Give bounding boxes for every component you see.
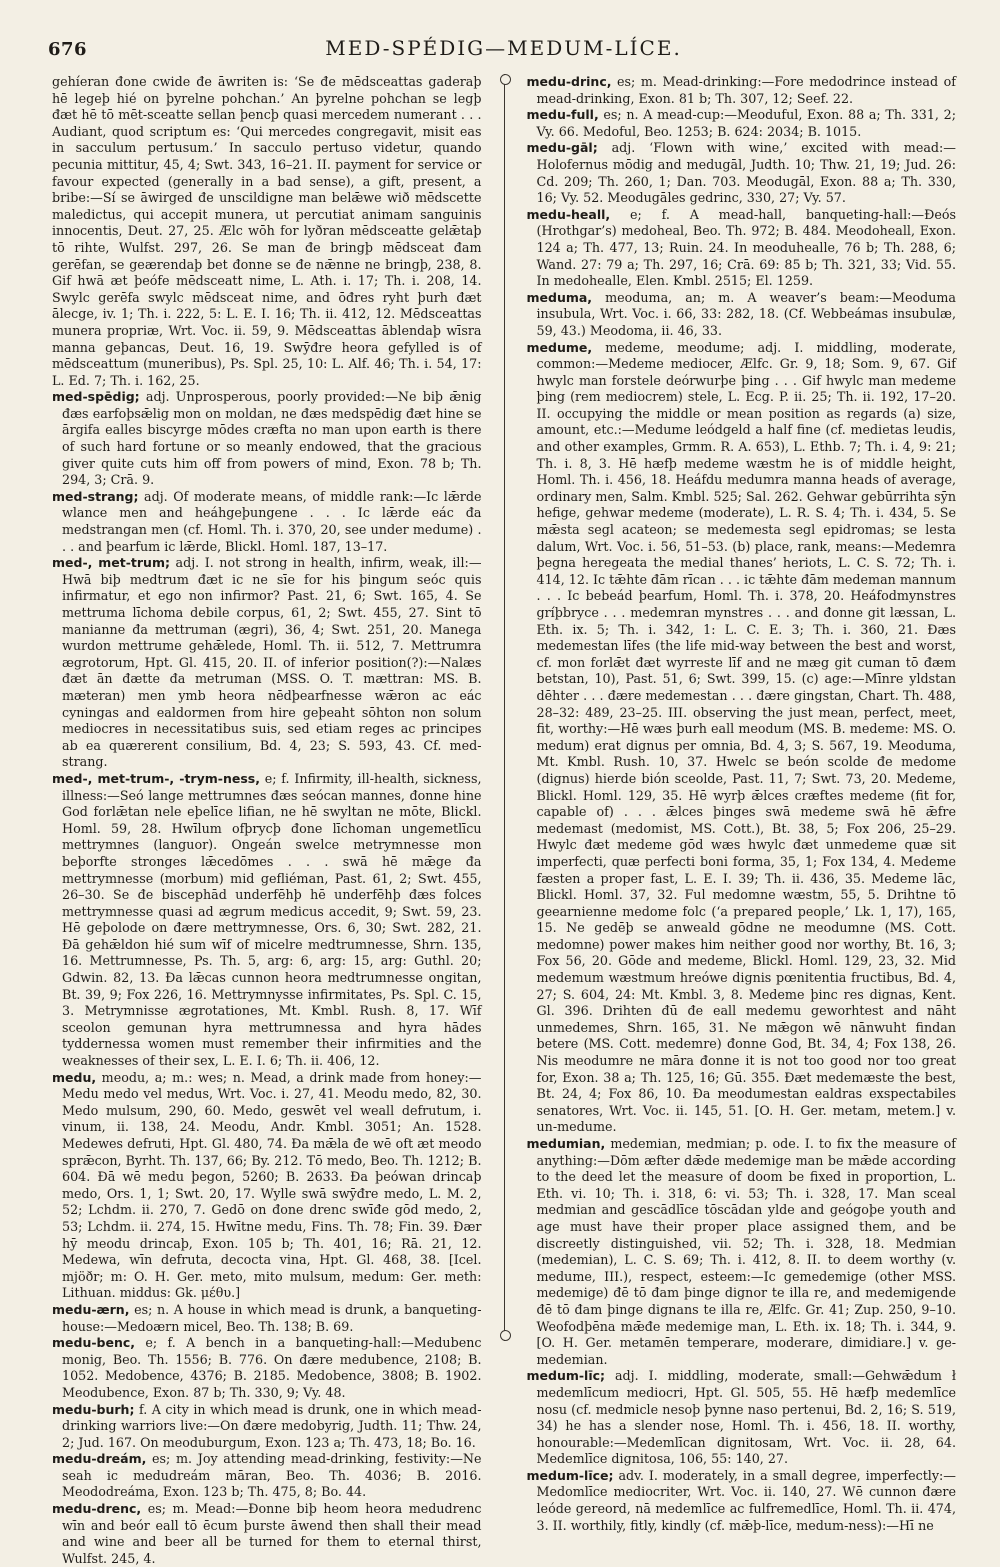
entry-headword: medume, (526, 339, 593, 355)
entry-text: medeme, meodume; adj. I. middling, moderate, common:—Medeme mediocer, Ælfc. Gr. 9, 18; Som. 9, 67. Gif hwylc man forstele deórwurþe þing . . . Gif hwylc man medeme þing (rem mediocrem) stele, L. Ecg. P. ii. 25; Th. ii. 192, 17–20. II. occupying the middle or mean position as regards (a) size, amount, etc.:—Medume leódgeld a half fine (cf. medietas leudis, and other examples, Grmm. R. A. 653), L. Ethb. 7; Th. i. 4, 9: 21; Th. i. 8, 3. Hē hæfþ medeme wæstm he is of middle height, Homl. Th. i. 456, 18. Heáfdu medumra manna heads of average, ordinary men, Salm. Kmbl. 525; Sal. 262. Gehwar gebūrrihta sȳn hefige, gehwar medeme (moderate), L. R. S. 4; Th. i. 434, 5. Se mǣsta segl acateon; se medemesta segl epidromas; se lesta dalum, Wrt. Voc. i. 56, 51–53. (b) place, rank, means:—Medemra þegna heregeata the medial thanes’ heriots, L. C. S. 72; Th. i. 414, 12. Ic tǣhte đām rīcan . . . ic tǣhte đām medeman mannum . . . Ic bebeád þearfum, Homl. Th. i. 378, 20. Heáfodmynstres gríþbryce . . . medemran mynstres . . . and đonne git læssan, L. Eth. ix. 5; Th. i. 342, 1: L. C. E. 3; Th. i. 360, 21. Đæs medemestan līfes (the life mid-way between the best and worst, cf. mon forlǣt đæt wyrreste līf and ne mæg git cuman tō đæm betstan, 10), Past. 51, 6; Swt. 399, 15. (c) age:—Mīnre yldstan dēhter . . . đære medemestan . . . đære gingstan, Chart. Th. 488, 28–32: 489, 23–25. III. observing the just mean, perfect, meet, fit, worthy:—Hē wæs þurh eall meodum (MS. B. medeme: MS. O. medum) erat dignus per omnia, Bd. 4, 3; S. 567, 19. Meoduma, Mt. Kmbl. Rush. 10, 37. Hwelc se beón scolde đe medome (dignus) hierde bión sceolde, Past. 11, 7; Swt. 73, 20. Medeme, Blickl. Homl. 129, 35. Hē wyrþ ǣlces cræftes medeme (fit for, capable of) . . . ǣlces þinges swā medeme swā hē ǣfre medemast (medomist, MS. Cott.), Bt. 38, 5; Fox 206, 25–29. Hwylc đæt medeme gōd wæs hwylc đæt unmedeme quæ sit imperfecti, quæ perfecti boni forma, 35, 1; Fox 134, 4. Medeme fæsten a proper fast, L. E. I. 39; Th. ii. 436, 35. Medeme lāc, Blickl. Homl. 37, 32. Ful medomne wæstm, 55, 5. Drihtne tō geearnienne medome folc (‘a prepared people,’ Lk. 1, 17), 165, 15. Ne gedēþ se anweald gōdne ne meodumne (MS. Cott. medomne) power makes him neither good nor worthy, Bt. 16, 3; Fox 56, 20. Gōde and medeme, Blickl. Homl. 129, 23, 32. Mid medemum wæstmum hreówe dignis pœnitentia fructibus, Bd. 4, 27; S. 604, 24: Mt. Kmbl. 3, 8. Medeme þinc res dignas, Kent. Gl. 396. Drihten đū đe eall medemu geworhtest and nāht unmedemes, Shrn. 165, 31. Ne mǣgon wē nānwuht findan betere (MS. Cott. medemre) đonne God, Bt. 34, 4; Fox 138, 26. Nis meodumre ne māra đonne it is not too good nor too great for, Exon. 38 a; Th. 125, 16; Gū. 355. Đæt medemæste the best, Bt. 24, 4; Fox 86, 10. Đa meodumestan ealdras exspectabiles senatores, Wrt. Voc. ii. 145, 51. [O. H. Ger. metam, metem.] v. un-medume. (536, 339, 956, 1135)
entry-headword: medum-līc; (526, 1368, 606, 1384)
entry-headword: medu-heall, (526, 206, 611, 222)
entry-text: es; n. A house in which mead is drunk, a banqueting-house:—Medoærn micel, Beo. Th. 138; B. 69. (62, 1301, 482, 1334)
entry-headword: medu-benc, (52, 1335, 136, 1351)
dictionary-entry (52, 389, 482, 489)
dictionary-entry (52, 1451, 482, 1501)
entry-text: e; f. Infirmity, ill-health, sickness, illness:—Seó lange mettrumnes đæs seócan mannes, đonne hine God forlǣtan nele eþelīce lifian, ne hē swyltan ne mōte, Blickl. Homl. 59, 28. Hwīlum ofþrycþ đone līchoman ungemetlīcu mettrymnes (languor). Ongeán swelce metrymnesse mon beþorfte stronges lǣcedōmes . . . swā hē mǣge đa mettrymnesse (morbum) mid gefliéman, Past. 61, 2; Swt. 455, 26–30. Se đe biscephād underfēhþ hē underfēhþ đæs folces mettrymnesse quasi ad ægrum medicus accedit, 9; Swt. 59, 23. Hē geþolode on đære mettrymnesse, Ors. 6, 30; Swt. 282, 21. Đā gehǣldon hié sum wīf of micelre medtrumnesse, Shrn. 135, 16. Mettrumnesse, Ps. Th. 5, arg: 6, arg: 15, arg: Guthl. 20; Gdwin. 82, 13. Đa lǣcas cunnon heora medtrumnesse ongitan, Bt. 39, 9; Fox 226, 16. Mettrymnysse infirmitates, Ps. Spl. C. 15, 3. Metrymnisse ægrotationes, Mt. Kmbl. Rush. 8, 17. Wīf sceolon gemunan hyra mettrumnessa and hyra hādes tyddernessa women must remember their infirmities and the weaknesses of their sex, L. E. I. 6; Th. ii. 406, 12. (62, 770, 482, 1069)
column-rule (504, 74, 505, 1341)
dictionary-entry (52, 489, 482, 555)
entry-headword: meduma, (526, 289, 593, 305)
dictionary-entry (527, 340, 957, 1137)
dictionary-entry (527, 290, 957, 340)
dictionary-entry (527, 107, 957, 140)
dictionary-entry (52, 555, 482, 771)
entry-headword: med-spēdig; (52, 389, 140, 405)
entry-text: meodu, a; m.: wes; n. Mead, a drink made from honey:—Medu medo vel medus, Wrt. Voc. i. 27, 41. Meodu medo, 82, 30. Medo mulsum, 290, 60. Medo, geswēt vel weall defrutum, i. vinum, ii. 138, 24. Meodu, Andr. Kmbl. 3051; An. 1528. Medewes defruti, Hpt. Gl. 480, 74. Đa mǣla đe wē oft æt meodo sprǣcon, Byrht. Th. 137, 66; By. 212. Tō medo, Beo. Th. 1212; B. 604. Đā wē medu þegon, 5260; B. 2633. Đa þeówan drincaþ medo, Ors. 1, 1; Swt. 20, 17. Wylle swā swȳđre medo, L. M. 2, 52; Lchdm. ii. 270, 7. Gedō on đone drenc swīđe gōd medo, 2, 53; Lchdm. ii. 274, 15. Hwītne medu, Fins. Th. 78; Fin. 39. Đær hȳ meodu drincaþ, Exon. 105 b; Th. 401, 16; Rā. 21, 12. Medewa, wīn defruta, decocta vina, Hpt. Gl. 468, 38. [Icel. mjöðr; m: O. H. Ger. meto, mito mulsum, medum: Ger. meth: Lithuan. middus: Gk. μέθυ.] (62, 1069, 482, 1301)
entry-headword: med-, met-trum; (52, 555, 170, 571)
dictionary-entry (527, 1368, 957, 1468)
right-column (526, 74, 957, 1533)
left-column (52, 74, 482, 1566)
entry-text: e; f. A bench in a banqueting-hall:—Medubenc monig, Beo. Th. 1556; B. 776. On đære medubence, 2108; B. 1052. Medobence, 4376; B. 2185. Medobence, 3808; B. 1902. Meodubence, Exon. 87 b; Th. 330, 9; Vy. 48. (62, 1335, 482, 1400)
dictionary-entry (52, 1335, 482, 1401)
entry-headword: med-strang; (52, 488, 139, 504)
entry-text: f. A city in which mead is drunk, one in which mead-drinking warriors live:—On đære medobyrig, Judth. 11; Thw. 24, 2; Jud. 167. On meoduburgum, Exon. 123 a; Th. 473, 18; Bo. 16. (62, 1401, 482, 1450)
entry-headword: medu-full, (526, 107, 599, 123)
entry-text: adj. I. not strong in health, infirm, weak, ill:—Hwā biþ medtrum đæt ic ne sīe for his þingum seóc quis infirmatur, et ego non infirmor? Past. 21, 6; Swt. 165, 4. Se mettruma līchoma debile corpus, 61, 2; Swt. 455, 27. Sint tō manianne đa mettruman (ægri), 36, 4; Swt. 251, 20. Manega wurdon mettrume gehǣlede, Homl. Th. ii. 512, 7. Mettrumra ægrotorum, Hpt. Gl. 415, 20. II. of inferior position(?):—Nalæs đæt ān đætte đa metruman (MSS. O. T. mættran: MS. B. mæteran) men ymb heora nēdþearfnesse wǣron ac eác cyningas and ealdormen from hire geþeaht sōhton non solum mediocres in necessitatibus suis, sed etiam reges ac principes ab ea quærerent consilium, Bd. 4, 23; S. 593, 43. Cf. med-strang. (62, 555, 482, 770)
dictionary-entry (527, 207, 957, 290)
dictionary-entry (527, 140, 957, 206)
entry-headword: medu-dreám, (52, 1451, 147, 1467)
entry-text: es; m. Mead:—Đonne biþ heom heora medudrenc wīn and beór eall tō ēcum þurste āwend then shall their mead and wine and beer all be turned for them to eternal thirst, Wulfst. 245, 4. (62, 1501, 482, 1566)
entry-text: medemian, medmian; p. ode. I. to fix the measure of anything:—Dōm æfter dǣde medemige man be mǣde according to the deed let the measure of doom be fixed in proportion, L. Eth. vi. 10; Th. i. 318, 6: vi. 53; Th. i. 328, 17. Man sceal medmian and gescādlīce tōscādan ylde and geógoþe youth and age must have their proper place assigned them, and be discreetly distinguished, vii. 52; Th. i. 328, 18. Medmian (medemian), L. C. S. 69; Th. i. 412, 8. II. to deem worthy (v. medume, III.), respect, esteem:—Ic gemedemige (other MSS. medemige) đē tō đam þinge dignor te illa re, and medemigende đē tō đam þinge dignans te illa re, Ælfc. Gr. 41; Zup. 250, 9–10. Weofodþēna mǣđe medemige man, L. Eth. ix. 18; Th. i. 344, 9. [O. H. Ger. metamēn temperare, moderare, dimidiare.] v. ge-medemian. (536, 1136, 956, 1367)
entry-headword: medu-drinc, (526, 74, 612, 89)
entry-text: es; m. Joy attending mead-drinking, festivity:—Ne seah ic medudreám māran, Beo. Th. 4036; B. 2016. Meododreáma, Exon. 123 b; Th. 475, 8; Bo. 44. (62, 1451, 482, 1500)
entry-headword: med-, met-trum-, -trym-ness, (52, 770, 260, 786)
text-columns (52, 74, 956, 1566)
entry-text: e; f. A mead-hall, banqueting-hall:—Đeós (Hrothgar’s) medoheal, Beo. Th. 972; B. 484. Meodoheall, Exon. 124 a; Th. 477, 13; Ruin. 24. In meoduhealle, 76 b; Th. 288, 6; Wand. 27: 79 a; Th. 297, 16; Crā. 69: 85 b; Th. 321, 33; Vid. 55. In medohealle, Elen. Kmbl. 2515; El. 1259. (536, 206, 956, 289)
running-head: MED-SPÉDIG—MEDUM-LÍCE. (325, 36, 682, 60)
entry-text: adj. Unprosperous, poorly provided:—Ne biþ ǣnig đæs earfoþsǣlig mon on moldan, ne đæs medspēdig đæt hine se ārgifa ealles biscyrge mōdes cræfta no man upon earth is there of such hard fortune or so meanly endowed, that the gracious giver quite cuts him off from powers of mind, Exon. 78 b; Th. 294, 3; Crā. 9. (62, 389, 482, 488)
entry-text: es; n. A mead-cup:—Meoduful, Exon. 88 a; Th. 331, 2; Vy. 66. Medoful, Beo. 1253; B. 624: 2034; B. 1015. (536, 107, 956, 139)
entry-headword: medu-ærn, (52, 1301, 130, 1317)
dictionary-entry (527, 1136, 957, 1368)
entry-text: adj. Of moderate means, of middle rank:—Ic lǣrde wlance men and heáhgeþungene . . . Ic lǣrde eác đa medstrangan men (cf. Homl. Th. i. 370, 20, see under medume) . . . and þearfum ic lǣrde, Blickl. Homl. 187, 13–17. (62, 488, 482, 554)
dictionary-entry (52, 771, 482, 1070)
dictionary-entry (527, 74, 957, 107)
entry-headword: medu-gāl; (526, 140, 598, 156)
entry-text: es; m. Mead-drinking:—Fore medodrince instead of mead-drinking, Exon. 81 b; Th. 307, 12; Seef. 22. (536, 74, 956, 106)
entry-text: adv. I. moderately, in a small degree, imperfectly:—Medomlīce mediocriter, Wrt. Voc. ii. 140, 27. Wē cunnon đære leóde gereord, nā medemlīce ac fulfremedlīce, Homl. Th. ii. 474, 3. II. worthily, fitly, kindly (cf. mǣþ-līce, medum-ness):—Hī ne (536, 1467, 956, 1533)
entry-continuation: gehíeran đone cwide đe āwriten is: ‘Se đe mēdsceattas gaderaþ hē legeþ hié on þyrelne pohchan.’ An þyrelne pohchan se legþ đæt hē tō mēt-sceatte sellan þencþ quasi mercedem numerant . . . Audiant, quod scriptum es: ‘Qui mercedes congregavit, misit eas in sacculum pertusum.’ In sacculo pertuso videtur, quando pecunia mittitur, 45, 4; Swt. 343, 16–21. II. payment for service or favour expected (generally in a bad sense), a gift, present, a bribe:—Sí se āwirged đe unscildigne man belǣwe wið mēdscette maledictus, qui accepit munera, ut percutiat animam sanguinis innocentis, Deut. 27, 25. Ælc wōh for lyðran mēdsceatte gelǣtaþ tō rihte, Wulfst. 297, 26. Se man đe bringþ mēdsceat đam gerēfan, se geærendaþ bet đonne se đe nǣnne ne bringþ, 238, 8. Gif hwā æt þeófe mēdsceatt nime, L. Ath. i. 17; Th. i. 208, 14. Swylc gerēfa swylc mēdsceat nime, and ōđres ryht þurh đæt ālecge, iv. 1; Th. i. 222, 5: L. E. I. 16; Th. ii. 412, 12. Mēdsceattas munera propriæ, Wrt. Voc. ii. 59, 9. Mēdsceattas āblendaþ wīsra manna geþancas, Deut. 16, 19. Swȳđre heora gefylled is of mēdsceattum (muneribus), Ps. Spl. 25, 10: L. Alf. 46; Th. i. 54, 17: L. Ed. 7; Th. i. 162, 25. (52, 74, 482, 388)
dictionary-entry (52, 1402, 482, 1452)
dictionary-entry (52, 1302, 482, 1335)
page-number: 676 (48, 39, 88, 60)
entry-headword: medum-līce; (526, 1467, 614, 1483)
page-header (48, 36, 960, 70)
entry-text: adj. I. middling, moderate, small:—Gehwǣdum ł medemlīcum mediocri, Hpt. Gl. 505, 55. Hē hæfþ medemlīce nosu (cf. medmicle nesoþ þynne naso pertenui, Bd. 2, 16; S. 519, 34) he has a slender nose, Homl. Th. i. 456, 18. II. worthy, honourable:—Medemlīcan dignitosam, Wrt. Voc. ii. 28, 64. Medemlīce dignitosa, 106, 55: 140, 27. (536, 1368, 956, 1467)
dictionary-entry (52, 1501, 482, 1567)
entry-text: meoduma, an; m. A weaver’s beam:—Meoduma insubula, Wrt. Voc. i. 66, 33: 282, 18. (Cf. Webbeámas insubulæ, 59, 43.) Meodoma, ii. 46, 33. (536, 289, 956, 338)
entry-headword: medu-burh; (52, 1401, 135, 1417)
entry-text: adj. ‘Flown with wine,’ excited with mead:—Holofernus mōdig and medugāl, Judth. 10; Thw. 21, 19; Jud. 26: Cd. 209; Th. 260, 1; Dan. 703. Meodugāl, Exon. 88 a; Th. 330, 16; Vy. 52. Meodugāles gedrinc, 330, 27; Vy. 57. (536, 140, 956, 206)
entry-headword: medu, (52, 1069, 97, 1085)
dictionary-entry (52, 1070, 482, 1302)
entry-headword: medu-drenc, (52, 1501, 142, 1517)
entry-headword: medumian, (526, 1136, 606, 1151)
dictionary-entry (527, 1468, 957, 1534)
